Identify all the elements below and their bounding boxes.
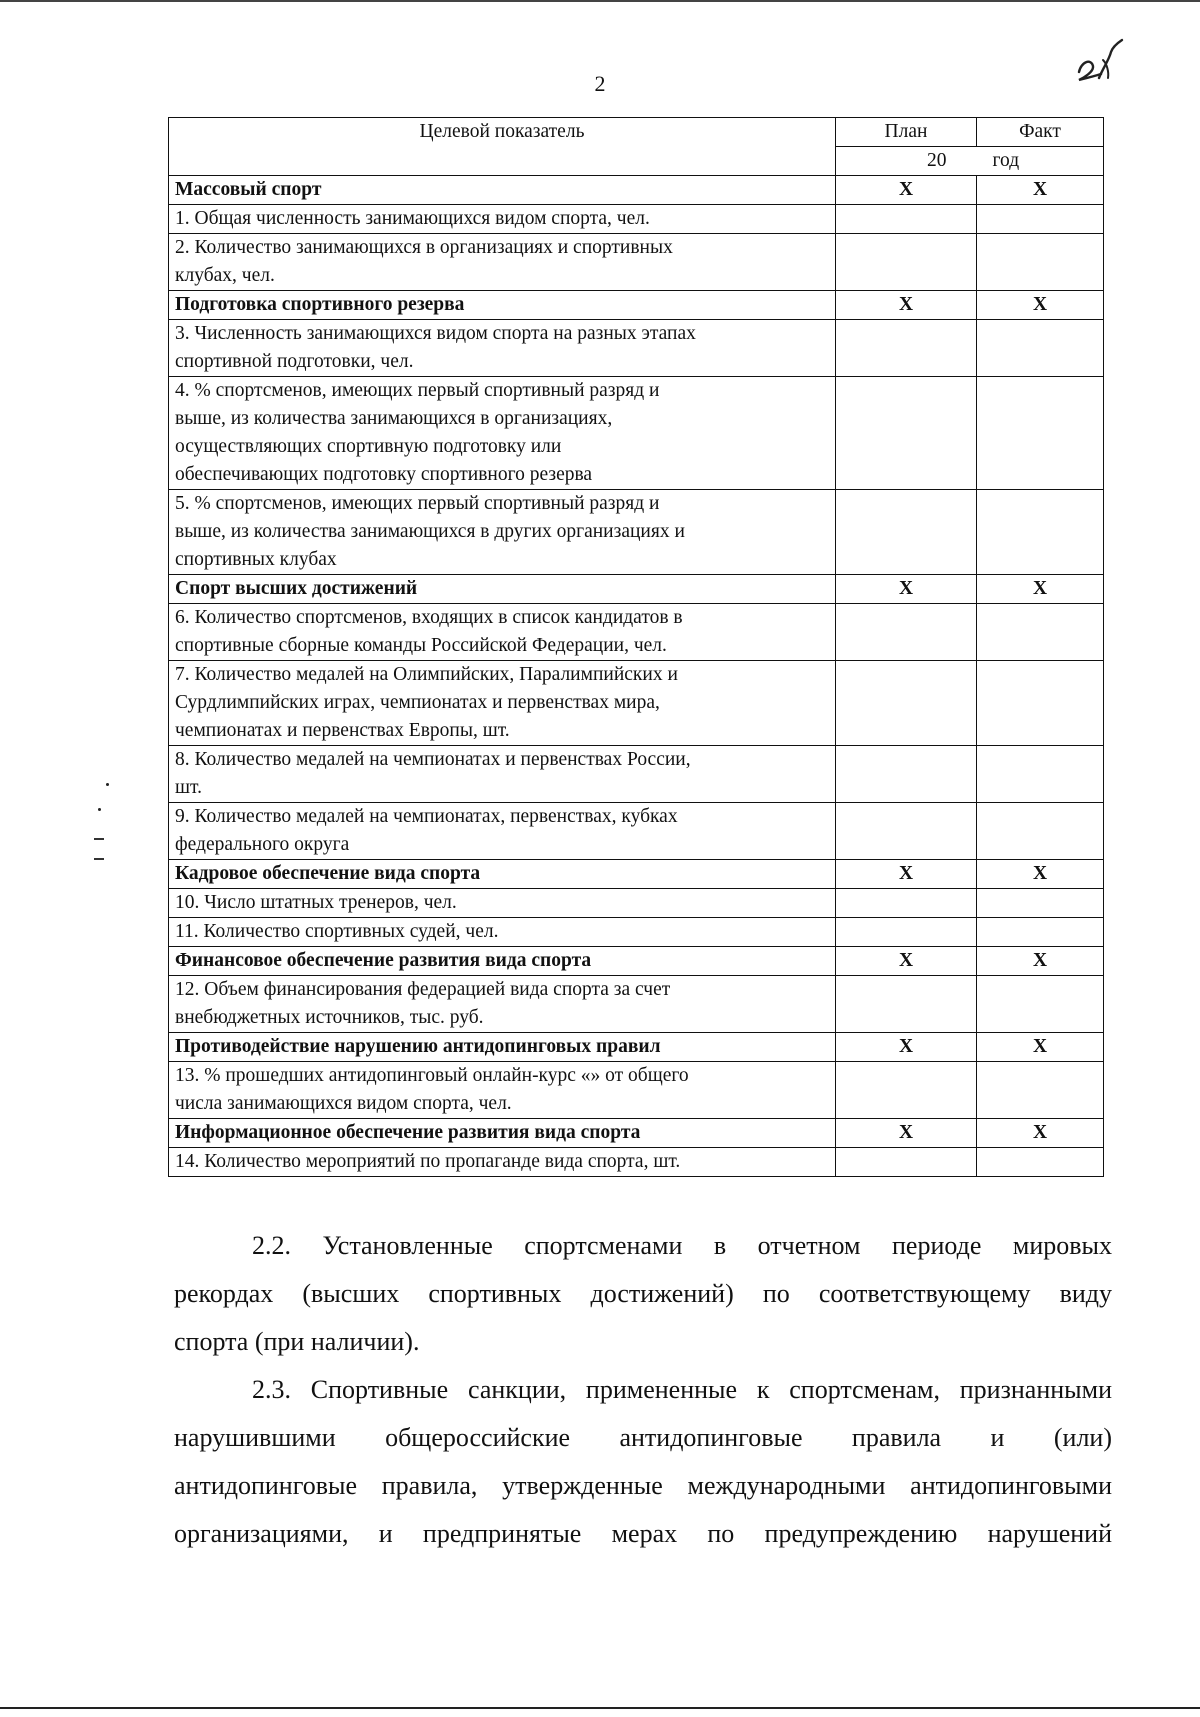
plan-value-cell (836, 918, 977, 947)
indicator-line: осуществляющих спортивную подготовку или (175, 436, 562, 457)
header-indicator: Целевой показатель (169, 118, 836, 176)
fact-value-cell (977, 746, 1104, 803)
indicator-line: 14. Количество мероприятий по пропаганде вида спорта, шт. (175, 1151, 681, 1172)
scan-bottom-edge (0, 1707, 1200, 1709)
scan-top-edge (0, 0, 1200, 2)
indicator-line: Противодействие нарушению антидопинговых правил (175, 1036, 661, 1057)
indicator-line: спортивных клубах (175, 549, 337, 570)
indicator-label (169, 205, 836, 234)
section-label (169, 176, 836, 205)
fact-value-cell (977, 320, 1104, 377)
indicator-line: выше, из количества занимающихся в организациях, (175, 408, 613, 429)
fact-value-cell (977, 918, 1104, 947)
paragraph-2-3 (174, 1366, 1112, 1558)
section-label (169, 860, 836, 889)
plan-value-cell (836, 803, 977, 860)
indicator-line: 8. Количество медалей на чемпионатах и первенствах России, (175, 749, 691, 770)
indicator-line: Информационное обеспечение развития вида спорта (175, 1122, 641, 1143)
indicator-line: 10. Число штатных тренеров, чел. (175, 892, 457, 913)
fact-x-mark: X (977, 1119, 1104, 1148)
indicator-label (169, 377, 836, 490)
indicator-line: 7. Количество медалей на Олимпийских, Паралимпийских и (175, 664, 678, 685)
fact-value-cell (977, 377, 1104, 490)
table-row (169, 377, 1104, 490)
indicator-label (169, 490, 836, 575)
fact-x-mark: X (977, 860, 1104, 889)
paragraph-line: организациями, и предпринятые мерах по предупреждению нарушений (174, 1519, 1112, 1548)
indicator-line: спортивной подготовки, чел. (175, 351, 414, 372)
plan-value-cell (836, 234, 977, 291)
fact-x-mark: X (977, 575, 1104, 604)
indicator-line: Подготовка спортивного резерва (175, 294, 465, 315)
indicator-line: выше, из количества занимающихся в других организациях и (175, 521, 685, 542)
plan-value-cell (836, 746, 977, 803)
paragraph-line: нарушившими общероссийские антидопинговые правила и (или) (174, 1423, 1112, 1452)
plan-value-cell (836, 976, 977, 1033)
table-row (169, 490, 1104, 575)
fact-value-cell (977, 889, 1104, 918)
fact-value-cell (977, 604, 1104, 661)
scan-dash (94, 858, 104, 860)
fact-x-mark: X (977, 1033, 1104, 1062)
section-label (169, 1119, 836, 1148)
fact-value-cell (977, 234, 1104, 291)
scan-dot (98, 808, 101, 811)
paragraph-line: антидопинговые правила, утвержденные международными антидопинговыми (174, 1471, 1112, 1500)
section-label (169, 947, 836, 976)
indicator-line: 2. Количество занимающихся в организациях и спортивных (175, 237, 673, 258)
indicators-table (168, 117, 1104, 1177)
plan-value-cell (836, 320, 977, 377)
plan-x-mark: X (836, 176, 977, 205)
fact-x-mark: X (977, 947, 1104, 976)
paragraph-line: рекордах (высших спортивных достижений) по соответствующему виду (174, 1279, 1112, 1308)
indicator-label (169, 234, 836, 291)
indicator-line: 6. Количество спортсменов, входящих в список кандидатов в (175, 607, 683, 628)
indicator-line: 12. Объем финансирования федерацией вида спорта за счет (175, 979, 671, 1000)
section-label (169, 575, 836, 604)
table-row (169, 661, 1104, 746)
table-row (169, 604, 1104, 661)
indicator-line: Финансовое обеспечение развития вида спорта (175, 950, 592, 971)
fact-x-mark: X (977, 176, 1104, 205)
indicator-line: 5. % спортсменов, имеющих первый спортивный разряд и (175, 493, 660, 514)
table-section-row (169, 1033, 1104, 1062)
indicator-label (169, 1062, 836, 1119)
table-row (169, 205, 1104, 234)
table-section-row (169, 176, 1104, 205)
section-label (169, 291, 836, 320)
indicator-label (169, 604, 836, 661)
plan-x-mark: X (836, 1033, 977, 1062)
indicator-label (169, 746, 836, 803)
plan-x-mark: X (836, 291, 977, 320)
header-fact: Факт (977, 118, 1104, 147)
indicator-label (169, 976, 836, 1033)
indicator-line: обеспечивающих подготовку спортивного резерва (175, 464, 593, 485)
indicator-line: 4. % спортсменов, имеющих первый спортивный разряд и (175, 380, 660, 401)
table-section-row (169, 947, 1104, 976)
fact-value-cell (977, 803, 1104, 860)
plan-value-cell (836, 490, 977, 575)
fact-value-cell (977, 976, 1104, 1033)
scan-dot (106, 783, 109, 786)
fact-value-cell (977, 661, 1104, 746)
fact-value-cell (977, 205, 1104, 234)
header-year-suffix: год (977, 147, 1104, 176)
indicator-line: 13. % прошедших антидопинговый онлайн-курс «» от общего (175, 1065, 689, 1086)
plan-value-cell (836, 604, 977, 661)
indicator-label (169, 889, 836, 918)
table-section-row (169, 575, 1104, 604)
table-section-row (169, 1119, 1104, 1148)
indicator-line: внебюджетных источников, тыс. руб. (175, 1007, 484, 1028)
plan-value-cell (836, 1062, 977, 1119)
indicator-line: Сурдлимпийских играх, чемпионатах и первенствах мира, (175, 692, 660, 713)
indicator-line: федерального округа (175, 834, 350, 855)
indicator-label (169, 320, 836, 377)
fact-value-cell (977, 1062, 1104, 1119)
header-plan: План (836, 118, 977, 147)
table-row (169, 1062, 1104, 1119)
table-row (169, 918, 1104, 947)
paragraph-line: спорта (при наличии). (174, 1327, 420, 1356)
plan-x-mark: X (836, 860, 977, 889)
scan-dash (94, 838, 104, 840)
indicator-label (169, 1148, 836, 1177)
indicator-line: 3. Численность занимающихся видом спорта на разных этапах (175, 323, 696, 344)
indicator-line: шт. (175, 777, 202, 798)
indicator-line: 9. Количество медалей на чемпионатах, первенствах, кубках (175, 806, 678, 827)
indicator-line: 11. Количество спортивных судей, чел. (175, 921, 499, 942)
plan-x-mark: X (836, 947, 977, 976)
plan-value-cell (836, 661, 977, 746)
indicator-line: Кадровое обеспечение вида спорта (175, 863, 481, 884)
table-header-row (169, 118, 1104, 147)
indicator-line: 1. Общая численность занимающихся видом спорта, чел. (175, 208, 650, 229)
indicator-line: числа занимающихся видом спорта, чел. (175, 1093, 512, 1114)
table-row (169, 976, 1104, 1033)
indicator-line: Спорт высших достижений (175, 578, 418, 599)
plan-value-cell (836, 205, 977, 234)
plan-value-cell (836, 889, 977, 918)
paragraph-line: 2.3. Спортивные санкции, примененные к спортсменам, признанными (252, 1375, 1112, 1404)
paragraph-line: 2.2. Установленные спортсменами в отчетном периоде мировых (252, 1231, 1112, 1260)
paragraph-2-2 (174, 1222, 1112, 1366)
table-row (169, 803, 1104, 860)
indicator-line: чемпионатах и первенствах Европы, шт. (175, 720, 510, 741)
table-row (169, 746, 1104, 803)
indicator-line: клубах, чел. (175, 265, 275, 286)
handwritten-page-mark (1075, 38, 1125, 84)
page-number: 2 (594, 71, 606, 96)
indicator-label (169, 661, 836, 746)
table-row (169, 234, 1104, 291)
indicator-line: спортивные сборные команды Российской Федерации, чел. (175, 635, 667, 656)
fact-value-cell (977, 490, 1104, 575)
table-section-row (169, 291, 1104, 320)
fact-x-mark: X (977, 291, 1104, 320)
section-label (169, 1033, 836, 1062)
indicator-label (169, 918, 836, 947)
header-year-prefix: 20 (836, 147, 977, 176)
indicator-label (169, 803, 836, 860)
plan-value-cell (836, 377, 977, 490)
plan-x-mark: X (836, 1119, 977, 1148)
plan-x-mark: X (836, 575, 977, 604)
table-row (169, 889, 1104, 918)
indicator-line: Массовый спорт (175, 179, 322, 200)
plan-value-cell (836, 1148, 977, 1177)
table-section-row (169, 860, 1104, 889)
table-row (169, 1148, 1104, 1177)
fact-value-cell (977, 1148, 1104, 1177)
table-row (169, 320, 1104, 377)
